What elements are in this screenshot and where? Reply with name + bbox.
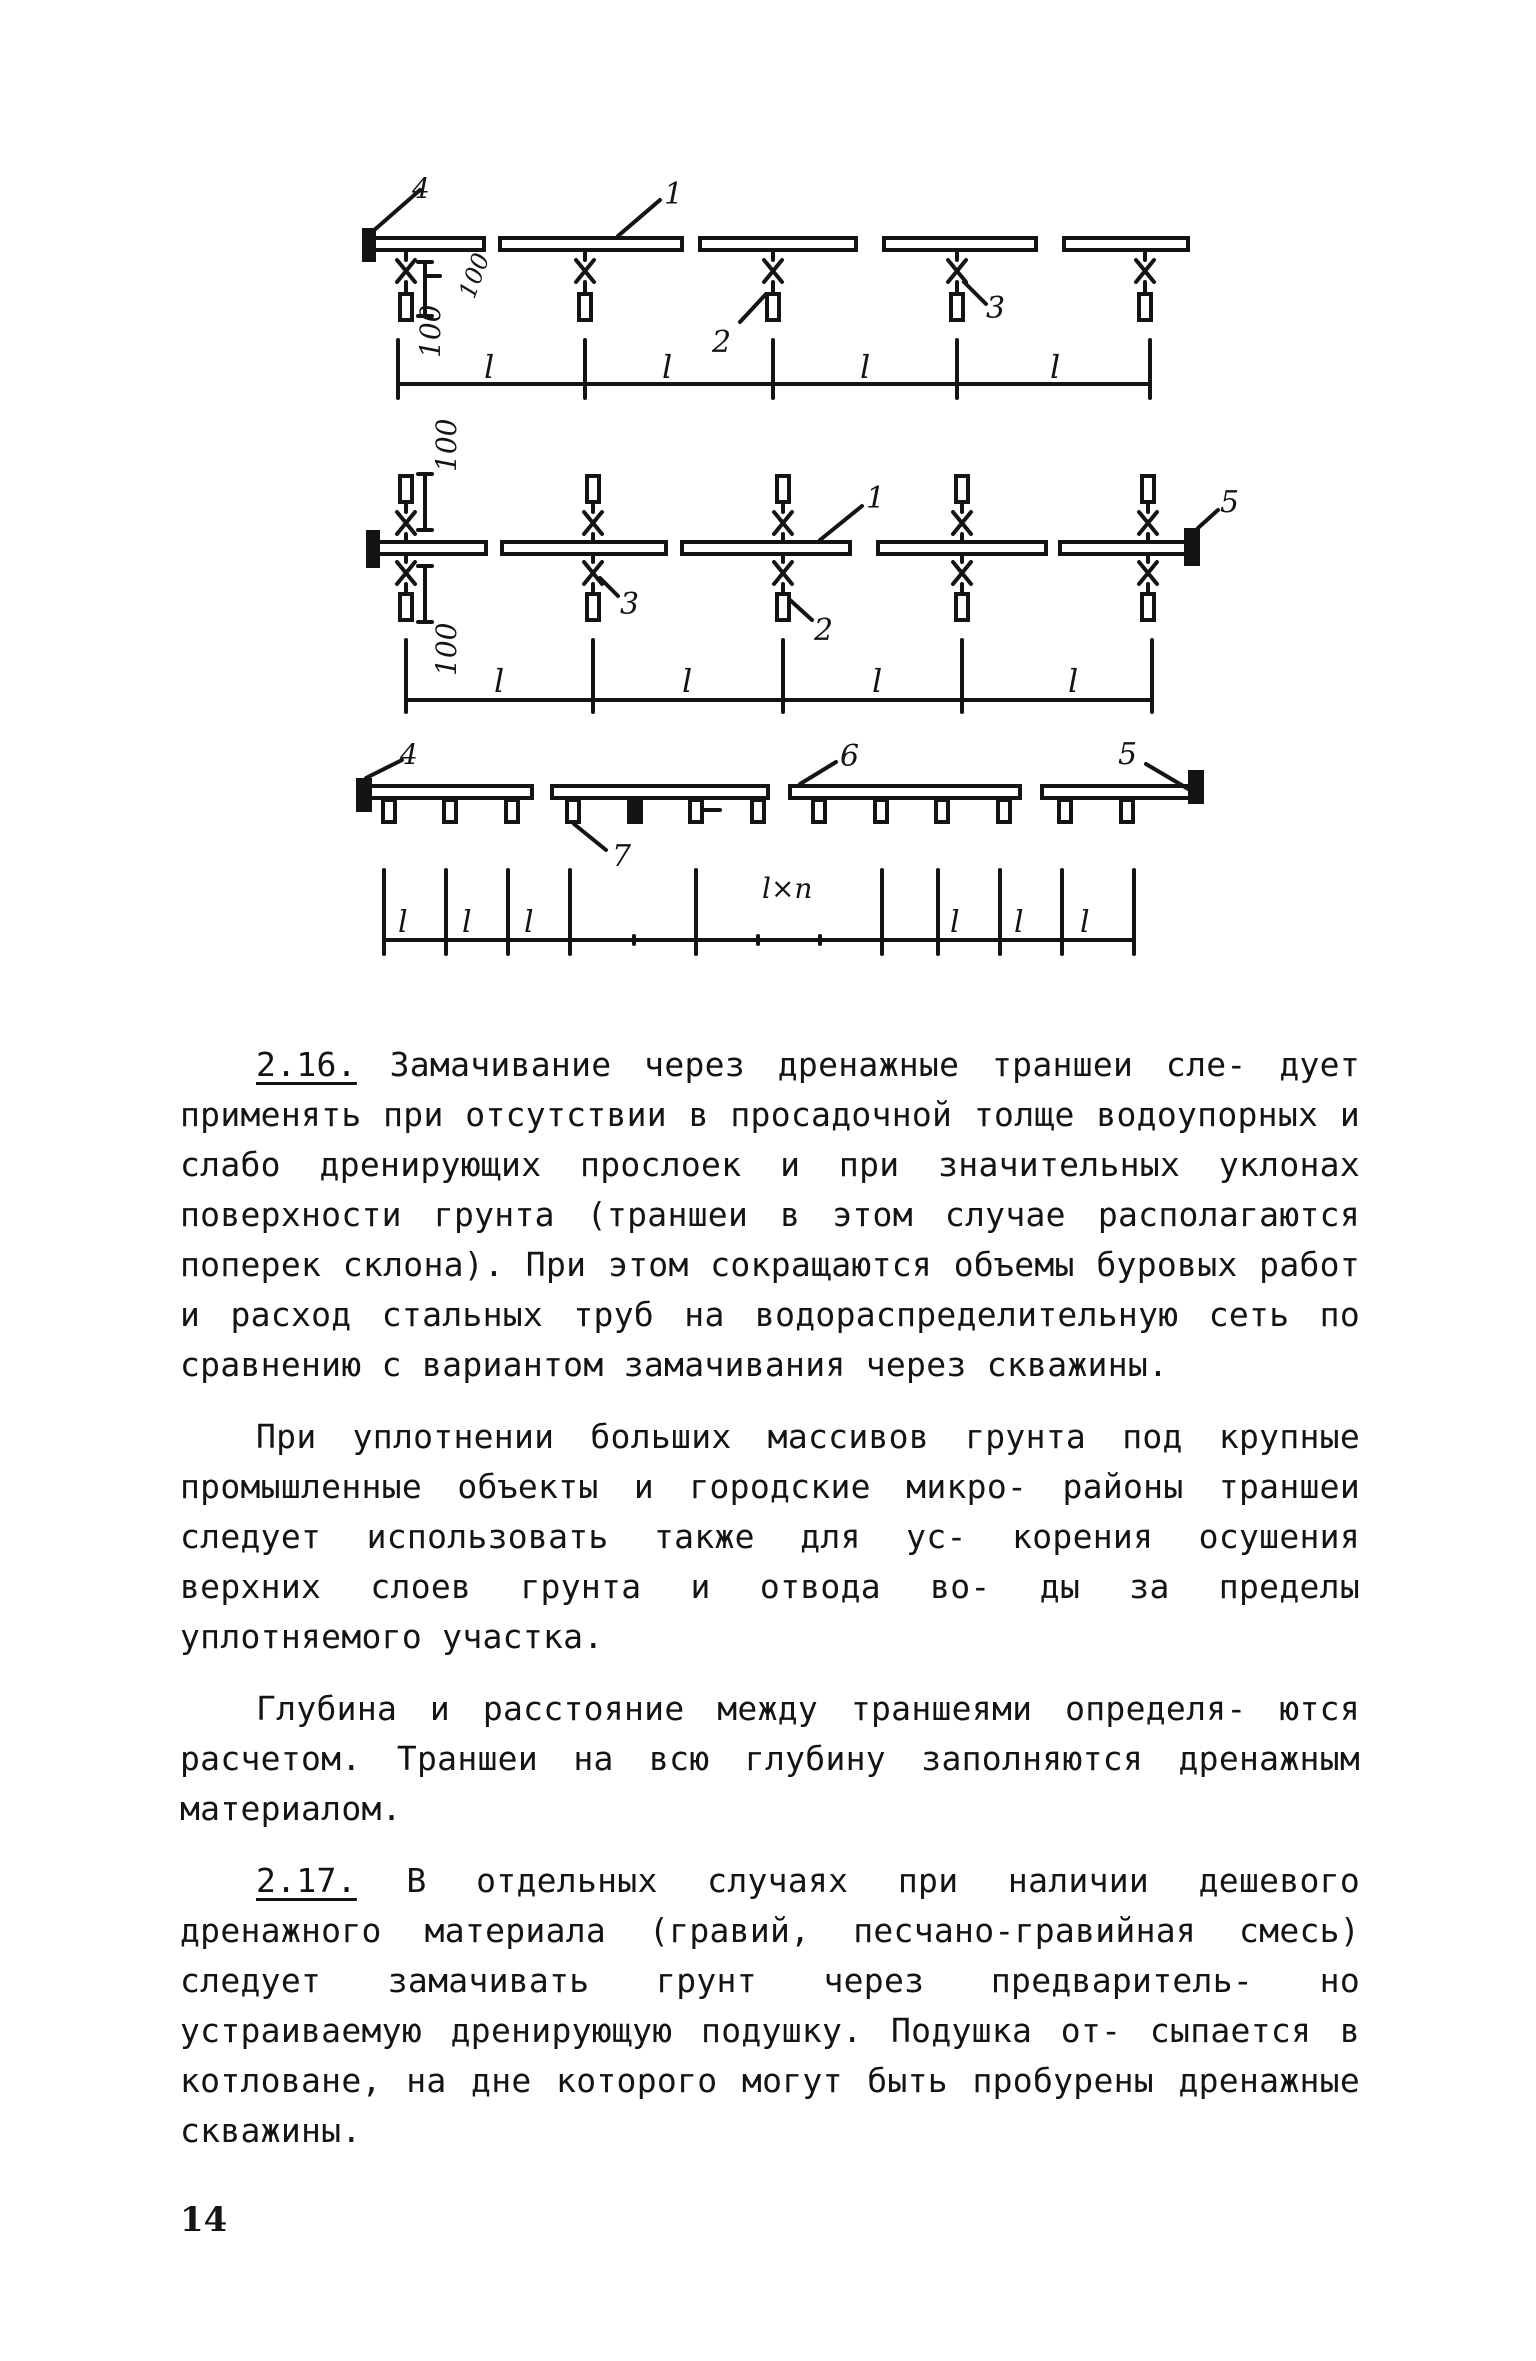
text-line: В отдельных случаях при наличии дешевого [406, 1861, 1360, 1900]
dim-l: l [494, 662, 505, 700]
text-line: дренажным материалом. [180, 1739, 1360, 1828]
callout-5: 5 [1220, 485, 1240, 520]
leader-3 [964, 282, 986, 304]
dim-l: l [1050, 348, 1061, 386]
callout-2: 2 [814, 613, 834, 648]
leader-1 [820, 506, 862, 540]
leader-7 [574, 824, 606, 850]
pipe-segment [682, 542, 850, 554]
pipe-segment [1064, 238, 1188, 250]
text-line: Глубина и расстояние между траншеями определя- [256, 1689, 1247, 1728]
text-line: Замачивание через дренажные траншеи сле- [389, 1045, 1247, 1084]
section-number: 2.16. [256, 1045, 357, 1084]
paragraph-2-17 [180, 1856, 1360, 2156]
text-line: При уплотнении больших массивов грунта под [256, 1417, 1183, 1456]
dim-l: l [872, 662, 883, 700]
callout-2: 2 [712, 325, 732, 360]
dim-l: l [1014, 905, 1024, 940]
dim-l: l [1080, 905, 1090, 940]
dim-100-label-b: 100 [453, 249, 496, 303]
scheme-a [364, 172, 1188, 398]
text-line: ются расчетом. Траншеи на всю глубину заполняются [180, 1689, 1360, 1778]
dim-100-label-a: 100 [414, 304, 447, 358]
dim-l: l [462, 905, 472, 940]
callout-6: 6 [840, 739, 860, 774]
leader-1 [618, 200, 660, 236]
wells-double-row [397, 476, 1157, 620]
callout-4: 4 [400, 738, 418, 771]
text-line: но устраиваемую дренирующую подушку. Подушка от- [180, 1961, 1360, 2050]
dim-l: l [524, 905, 534, 940]
short-wells [383, 800, 1133, 822]
dim-chain-a [398, 340, 1150, 398]
text-line: стальных труб на водораспределительную сеть по [381, 1295, 1360, 1334]
dim-100-line [418, 474, 432, 622]
pipe-segment [500, 238, 682, 250]
pipe-segment [378, 542, 486, 554]
leader-6 [800, 762, 836, 784]
text-line: дует применять при отсутствии в просадочной толще [180, 1045, 1361, 1134]
page-number: 14 [180, 2200, 228, 2240]
pipe-segment [370, 786, 532, 798]
text-line: районы траншеи следует использовать также для ус- [180, 1467, 1360, 1556]
leader-5 [1198, 510, 1218, 528]
text-line: значительных уклонах поверхности грунта (траншеи в [180, 1145, 1360, 1234]
pipe-segment [1042, 786, 1190, 798]
pipe-segment [374, 238, 484, 250]
callout-1: 1 [866, 481, 886, 516]
text-line: сравнению с вариантом замачивания через скважины. [180, 1345, 1169, 1384]
callout-5: 5 [1118, 737, 1138, 772]
text-line: крупные промышленные объекты и городские микро- [180, 1417, 1361, 1506]
dim-chain-b [406, 640, 1152, 712]
text-line: сыпается в котловане, на дне которого могут быть [180, 2011, 1360, 2100]
paragraph [180, 1412, 1360, 1662]
scheme-b [368, 419, 1239, 712]
pipe-segment [502, 542, 666, 554]
dim-l: l [1068, 662, 1079, 700]
text-line: пробурены дренажные скважины. [180, 2061, 1360, 2150]
leader-3 [600, 578, 618, 596]
pipe-segment [700, 238, 856, 250]
text-line: корения осушения верхних слоев грунта и отвода во- [180, 1517, 1361, 1606]
end-cap-5 [1186, 530, 1198, 564]
dim-l: l [682, 662, 693, 700]
paragraph [180, 1684, 1360, 1834]
callout-3: 3 [620, 587, 640, 622]
pipe-segment [790, 786, 1020, 798]
text-line: водоупорных и слабо дренирующих прослоек и при [180, 1095, 1360, 1184]
dim-l: l [662, 348, 673, 386]
body-text [180, 1040, 1360, 2178]
leader-2 [790, 600, 812, 620]
text-line: дренажного материала (гравий, песчано-гравийная [180, 1911, 1197, 1950]
callout-3: 3 [986, 291, 1006, 326]
dim-100-label-top: 100 [430, 418, 463, 472]
dim-l: l [860, 348, 871, 386]
end-cap-5 [1190, 772, 1202, 802]
text-line: этом сокращаются объемы буровых работ и расход [180, 1245, 1360, 1334]
drainage-scheme-figure [0, 0, 1536, 1000]
dim-ln: l×n [762, 872, 813, 905]
dim-l: l [950, 905, 960, 940]
callout-7: 7 [612, 839, 632, 874]
dim-100-label-bottom: 100 [430, 622, 463, 676]
text-line: этом случае располагаются поперек склона). При [180, 1195, 1360, 1284]
scheme-c [358, 737, 1202, 954]
pipe-segment [552, 786, 768, 798]
text-line: ды за пределы уплотняемого участка. [180, 1567, 1360, 1656]
callout-4: 4 [412, 172, 430, 205]
dim-l: l [398, 905, 408, 940]
paragraph-2-16 [180, 1040, 1360, 1390]
dim-l: l [484, 348, 495, 386]
pipe-segment [1060, 542, 1186, 554]
wells-row [397, 250, 1154, 320]
callout-1: 1 [664, 177, 684, 212]
section-number: 2.17. [256, 1861, 357, 1900]
leader-2 [740, 294, 766, 322]
leader-4 [366, 760, 402, 778]
pipe-segment [884, 238, 1036, 250]
text-line: смесь) следует замачивать грунт через предваритель- [180, 1911, 1360, 2000]
